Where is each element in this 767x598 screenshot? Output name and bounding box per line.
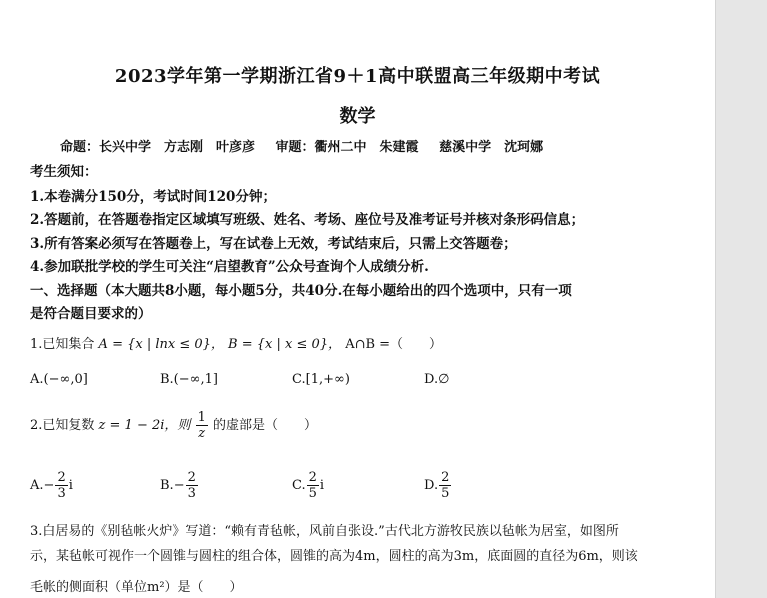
exam-subject: 数学 (339, 106, 376, 127)
q2-frac-num: 1 (197, 410, 206, 425)
notice-item-2: 2.答题前，在答题卷指定区域填写班级、姓名、考场、座位号及准考证号并核对条形码信息； (30, 212, 585, 228)
q1-number: 1.已知集合 (30, 337, 95, 352)
exam-title: 2023学年第一学期浙江省9＋1高中联盟高三年级期中考试 (114, 66, 601, 87)
q2-d-num: 2 (441, 470, 450, 485)
notice-item-1: 1.本卷满分150分，考试时间120分钟； (30, 189, 276, 205)
q2-c-label: C. (292, 478, 306, 493)
q1-ask: A∩B =（ ） (345, 337, 443, 352)
q2-d-label: D. (424, 478, 439, 493)
q2-a-suffix: i (68, 478, 73, 493)
q2-c-den: 5 (308, 486, 317, 501)
authors-line (60, 136, 559, 155)
q1-set-a: A = {x | lnx ≤ 0}， (98, 337, 224, 352)
q2-d-den: 5 (441, 486, 450, 501)
q2-a-frac (55, 470, 67, 501)
reviewer2-text: 慈溪中学 沈珂娜 (439, 140, 544, 155)
q2-ask: 的虚部是（ ） (212, 418, 317, 433)
q2-a-den: 3 (57, 486, 66, 501)
q1-option-a: A.(−∞,0] (30, 372, 88, 387)
question-1 (30, 333, 442, 352)
q2-b-num: 2 (187, 470, 196, 485)
question-3-line-2: 示，某毡帐可视作一个圆锥与圆柱的组合体，圆锥的高为4m，圆柱的高为3m，底面圆的直径为6m，则该 (30, 549, 638, 564)
q1-option-b: B.(−∞,1] (160, 372, 218, 387)
q2-a-label: A. (30, 478, 44, 493)
q2-option-c (292, 470, 324, 501)
section1-heading: 一、选择题（本大题共8小题，每小题5分，共40分.在每小题给出的四个选项中，只有一项 (30, 283, 572, 299)
section1-heading-cont: 是符合题目要求的） (30, 306, 152, 322)
question-2 (30, 410, 317, 441)
q2-fraction (196, 410, 208, 441)
question-3-line-1: 3.白居易的《别毡帐火炉》写道：“赖有青毡帐，风前自张设.”古代北方游牧民族以毡帐为居室，如图所 (30, 524, 619, 539)
q2-z: z = 1 − 2i，则 (98, 418, 191, 433)
q2-option-a (30, 470, 73, 501)
notice-heading: 考生须知： (30, 164, 98, 180)
q2-d-frac (439, 470, 451, 501)
q2-number: 2.已知复数 (30, 418, 95, 433)
q1-option-c: C.[1,+∞) (292, 372, 350, 387)
q2-b-frac (186, 470, 198, 501)
q2-option-d (424, 470, 452, 501)
q2-c-frac (307, 470, 319, 501)
q2-a-num: 2 (57, 470, 66, 485)
setters-text: 命题：长兴中学 方志刚 叶彦彦 (60, 140, 256, 155)
q1-set-b: B = {x | x ≤ 0}， (228, 337, 342, 352)
q2-c-num: 2 (308, 470, 317, 485)
q2-b-sign: − (173, 478, 185, 493)
reviewers-text: 审题：衢州二中 朱建霞 (275, 140, 419, 155)
q1-option-d: D.∅ (424, 372, 450, 387)
q2-frac-den: z (198, 426, 206, 441)
q2-c-suffix: i (319, 478, 325, 493)
notice-item-4: 4.参加联批学校的学生可关注“启望教育”公众号查询个人成绩分析. (30, 259, 429, 275)
question-3-line-3: 毛帐的侧面积（单位m²）是（ ） (30, 580, 243, 595)
viewer-side-panel (715, 0, 767, 598)
q2-b-den: 3 (187, 486, 196, 501)
q2-b-label: B. (160, 478, 174, 493)
q2-option-b (160, 470, 199, 501)
q2-a-sign: − (43, 478, 55, 493)
notice-item-3: 3.所有答案必须写在答题卷上，写在试卷上无效，考试结束后，只需上交答题卷； (30, 236, 517, 252)
